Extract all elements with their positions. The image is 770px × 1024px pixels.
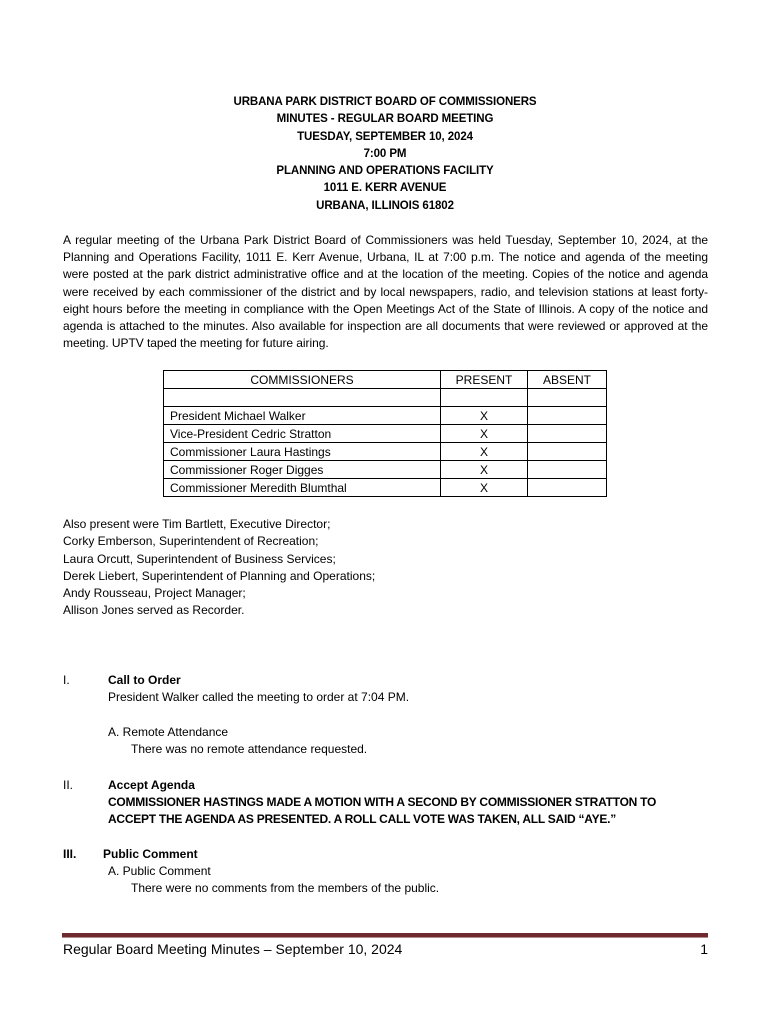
- table-row: [164, 461, 607, 479]
- present-mark: X: [441, 461, 528, 479]
- list-item: Laura Orcutt, Superintendent of Business Services;: [63, 551, 336, 566]
- table-row: [164, 425, 607, 443]
- subsection-text: There were no comments from the members of the public.: [131, 881, 440, 895]
- section-accept-agenda: [63, 777, 703, 837]
- attendance-header-row: [164, 371, 607, 389]
- also-present-list: [63, 516, 375, 620]
- header-city: URBANA, ILLINOIS 61802: [316, 199, 454, 212]
- section-title: Call to Order: [108, 673, 181, 687]
- footer-title: Regular Board Meeting Minutes – September 10, 2024: [63, 941, 403, 957]
- commissioner-name: Commissioner Roger Digges: [164, 461, 441, 479]
- absent-mark: [528, 443, 607, 461]
- present-mark: X: [441, 407, 528, 425]
- page-number: 1: [700, 941, 708, 957]
- column-header-absent: ABSENT: [528, 371, 607, 389]
- table-row: [164, 407, 607, 425]
- attendance-table: [163, 370, 607, 497]
- absent-mark: [528, 461, 607, 479]
- subsection-label: A. Remote Attendance: [108, 725, 229, 739]
- attendance-spacer-row: [164, 389, 607, 407]
- list-item: Corky Emberson, Superintendent of Recreation;: [63, 534, 319, 549]
- commissioner-name: Commissioner Meredith Blumthal: [164, 479, 441, 497]
- section-number: II.: [63, 778, 74, 792]
- table-row: [164, 479, 607, 497]
- commissioner-name: President Michael Walker: [164, 407, 441, 425]
- subsection-text: There was no remote attendance requested.: [131, 742, 368, 756]
- header-location: PLANNING AND OPERATIONS FACILITY: [276, 165, 494, 178]
- header-organization: URBANA PARK DISTRICT BOARD OF COMMISSIONERS: [233, 96, 537, 108]
- table-row: [164, 443, 607, 461]
- absent-mark: [528, 479, 607, 497]
- section-title: Accept Agenda: [108, 778, 195, 792]
- column-header-commissioners: COMMISSIONERS: [164, 371, 441, 389]
- section-public-comment: [63, 846, 703, 906]
- section-text: President Walker called the meeting to order at 7:04 PM.: [108, 690, 410, 704]
- commissioner-name: Commissioner Laura Hastings: [164, 443, 441, 461]
- motion-text-line-2: ACCEPT THE AGENDA AS PRESENTED. A ROLL CALL VOTE WAS TAKEN, ALL SAID “AYE.”: [108, 812, 616, 826]
- list-item: Derek Liebert, Superintendent of Planning and Operations;: [63, 568, 376, 583]
- absent-mark: [528, 407, 607, 425]
- subsection-label: A. Public Comment: [108, 864, 211, 878]
- document-header: [0, 94, 770, 215]
- absent-mark: [528, 425, 607, 443]
- present-mark: X: [441, 479, 528, 497]
- motion-text-line-1: COMMISSIONER HASTINGS MADE A MOTION WITH A SECOND BY COMMISSIONER STRATTON TO: [108, 795, 657, 809]
- section-title: Public Comment: [103, 847, 198, 861]
- section-number: III.: [63, 847, 77, 861]
- column-header-present: PRESENT: [441, 371, 528, 389]
- section-number: I.: [63, 673, 70, 687]
- present-mark: X: [441, 425, 528, 443]
- section-call-to-order: [63, 672, 703, 772]
- header-time: 7:00 PM: [363, 147, 407, 160]
- list-item: Also present were Tim Bartlett, Executive Director;: [63, 517, 331, 531]
- commissioner-name: Vice-President Cedric Stratton: [164, 425, 441, 443]
- header-document-type: MINUTES - REGULAR BOARD MEETING: [276, 113, 494, 126]
- intro-paragraph: A regular meeting of the Urbana Park District Board of Commissioners was held Tuesday, September 10, 2024, at the Planning and Operations Facility, 1011 E. Kerr Avenue, Urbana, IL at 7:00 p.m. The notice and agenda of the meeting were posted at the park district administrative office and at the location of the meeting. Copies of the notice and agenda were received by each commissioner of the district and by local newspapers, radio, and television stations at least forty-eight hours before the meeting in compliance with the Open Meetings Act of the State of Illinois. A copy of the notice and agenda is attached to the minutes. Also available for inspection are all documents that were reviewed or approved at the meeting. UPTV taped the meeting for future airing.: [63, 233, 708, 351]
- header-date: TUESDAY, SEPTEMBER 10, 2024: [297, 130, 473, 143]
- list-item: Allison Jones served as Recorder.: [63, 603, 245, 618]
- footer-divider-shadow: [62, 937, 708, 938]
- list-item: Andy Rousseau, Project Manager;: [63, 586, 246, 601]
- header-street: 1011 E. KERR AVENUE: [323, 182, 447, 195]
- present-mark: X: [441, 443, 528, 461]
